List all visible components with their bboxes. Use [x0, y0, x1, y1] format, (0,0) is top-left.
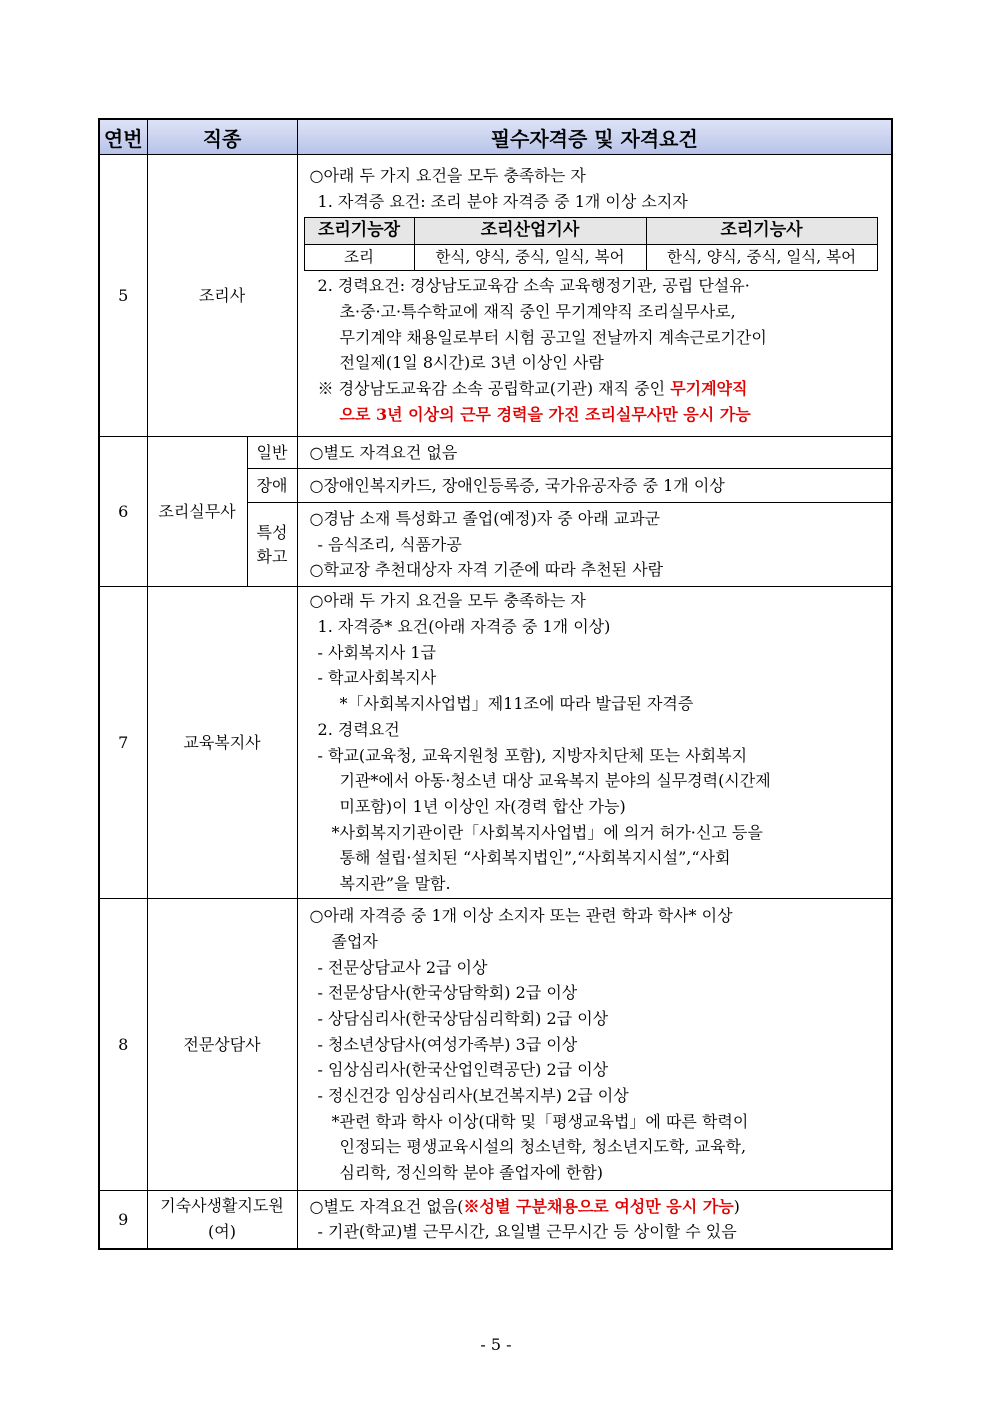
requirement-text: ○별도 자격요건 없음( — [309, 1196, 464, 1216]
cert-header: 조리기능사 — [646, 217, 877, 244]
requirement-line: 심리학, 정신의학 분야 졸업자에 한함) — [339, 1163, 604, 1183]
requirement-line: *관련 학과 학사 이상(대학 및「평생교육법」에 따른 학력이 — [331, 1111, 749, 1131]
requirement-line: - 기관(학교)별 근무시간, 요일별 근무시간 등 상이할 수 있음 — [317, 1222, 737, 1242]
subcategory-label: 일반 — [247, 437, 297, 469]
requirement-line: - 전문상담교사 2급 이상 — [317, 957, 488, 977]
job-type: 교육복지사 — [147, 587, 297, 899]
row-number: 5 — [99, 155, 147, 437]
table-row — [99, 899, 892, 1191]
job-type-line: (여) — [208, 1222, 236, 1242]
requirement-line: - 학교(교육청, 교육지원청 포함), 지방자치단체 또는 사회복지 — [317, 745, 748, 765]
requirement-line: 졸업자 — [331, 931, 378, 951]
requirement-line: 복지관”을 말함. — [339, 874, 451, 894]
row-number: 9 — [99, 1191, 147, 1249]
table-row — [99, 1191, 892, 1249]
requirement-line — [304, 1194, 885, 1220]
row-number: 6 — [99, 437, 147, 587]
job-type: 조리사 — [147, 155, 297, 437]
requirement-line: 무기계약 채용일로부터 시험 공고일 전날까지 계속근로기간이 — [339, 327, 767, 347]
requirement-line: ○아래 자격증 중 1개 이상 소지자 또는 관련 학과 학사* 이상 — [309, 906, 733, 926]
header-requirements: 필수자격증 및 자격요건 — [297, 119, 892, 155]
cert-value: 한식, 양식, 중식, 일식, 복어 — [414, 244, 646, 271]
row-number: 7 — [99, 587, 147, 899]
job-type-line: 기숙사생활지도원 — [160, 1196, 284, 1216]
requirement-line: - 음식조리, 식품가공 — [317, 534, 462, 554]
requirement-line: ○아래 두 가지 요건을 모두 충족하는 자 — [309, 166, 586, 186]
requirement-line: 전일제(1일 8시간)로 3년 이상인 사람 — [339, 353, 604, 373]
requirement-line: 1. 자격증* 요건(아래 자격증 중 1개 이상) — [317, 616, 611, 636]
requirement-line: ○장애인복지카드, 장애인등록증, 국가유공자증 중 1개 이상 — [309, 475, 725, 495]
requirements-cell — [297, 503, 892, 587]
header-number: 연번 — [99, 119, 147, 155]
highlight-text: ※성별 구분채용으로 여성만 응시 가능 — [463, 1196, 734, 1216]
requirement-line: 1. 자격증 요건: 조리 분야 자격증 중 1개 이상 소지자 — [317, 192, 688, 212]
note-text: ※ 경상남도교육감 소속 공립학교(기관) 재직 중인 — [317, 379, 671, 399]
requirement-line: 2. 경력요건: 경상남도교육감 소속 교육행정기관, 공립 단설유· — [317, 276, 750, 296]
requirement-line: 초·중·고·특수학교에 재직 중인 무기계약직 조리실무사로, — [339, 302, 736, 321]
requirement-line — [304, 376, 885, 402]
requirement-line: - 상담심리사(한국상담심리학회) 2급 이상 — [317, 1008, 609, 1028]
subcategory-label-line: 특성 — [256, 522, 288, 542]
requirement-line: - 청소년상담사(여성가족부) 3급 이상 — [317, 1034, 578, 1054]
table-row — [99, 437, 892, 469]
requirement-line: ○별도 자격요건 없음 — [309, 442, 458, 462]
table-row — [99, 587, 892, 899]
cert-value: 조리 — [304, 244, 414, 271]
requirements-cell — [297, 899, 892, 1191]
requirement-line: 미포함)이 1년 이상인 자(경력 합산 가능) — [339, 796, 626, 816]
requirement-line: ○아래 두 가지 요건을 모두 충족하는 자 — [309, 591, 586, 611]
requirement-text: ) — [733, 1196, 740, 1216]
requirements-cell — [297, 469, 892, 503]
requirement-line: 기관*에서 아동·청소년 대상 교육복지 분야의 실무경력(시간제 — [339, 771, 771, 791]
table-header-row — [99, 119, 892, 155]
requirements-cell — [297, 587, 892, 899]
subcategory-label — [247, 503, 297, 587]
header-job-type: 직종 — [147, 119, 297, 155]
requirement-line: 통해 설립·설치된 “사회복지법인”,“사회복지시설”,“사회 — [339, 848, 731, 868]
cert-header: 조리기능장 — [304, 217, 414, 244]
subcategory-label-line: 화고 — [256, 546, 288, 566]
requirement-line: ○경남 소재 특성화고 졸업(예정)자 중 아래 교과군 — [309, 508, 661, 528]
job-type: 조리실무사 — [147, 437, 247, 587]
table-row — [99, 155, 892, 437]
requirements-cell — [297, 1191, 892, 1249]
requirements-cell — [297, 155, 892, 437]
requirement-line: - 전문상담사(한국상담학회) 2급 이상 — [317, 983, 578, 1003]
row-number: 8 — [99, 899, 147, 1191]
requirement-line: 인정되는 평생교육시설의 청소년학, 청소년지도학, 교육학, — [339, 1137, 747, 1157]
subcategory-label: 장애 — [247, 469, 297, 503]
highlight-text: 무기계약직 — [670, 379, 748, 399]
job-type — [147, 1191, 297, 1249]
cert-value: 한식, 양식, 중식, 일식, 복어 — [646, 244, 877, 271]
requirement-line: 2. 경력요건 — [317, 719, 400, 739]
page-number: - 5 - — [480, 1335, 512, 1354]
requirement-line: - 학교사회복지사 — [317, 668, 437, 688]
cert-header: 조리산업기사 — [414, 217, 646, 244]
qualification-table — [98, 118, 893, 1250]
requirement-line: *사회복지기관이란「사회복지사업법」에 의거 허가·신고 등을 — [331, 822, 763, 842]
requirement-line: *「사회복지사업법」제11조에 따라 발급된 자격증 — [339, 694, 694, 714]
requirement-line: - 정신건강 임상심리사(보건복지부) 2급 이상 — [317, 1086, 629, 1106]
requirement-line: - 사회복지사 1급 — [317, 642, 437, 662]
requirement-line: ○학교장 추천대상자 자격 기준에 따라 추천된 사람 — [309, 560, 664, 580]
job-type: 전문상담사 — [147, 899, 297, 1191]
requirements-cell — [297, 437, 892, 469]
cook-cert-table — [304, 217, 878, 271]
requirement-line: - 임상심리사(한국산업인력공단) 2급 이상 — [317, 1060, 609, 1080]
highlight-text: 으로 3년 이상의 근무 경력을 가진 조리실무사만 응시 가능 — [339, 404, 751, 424]
